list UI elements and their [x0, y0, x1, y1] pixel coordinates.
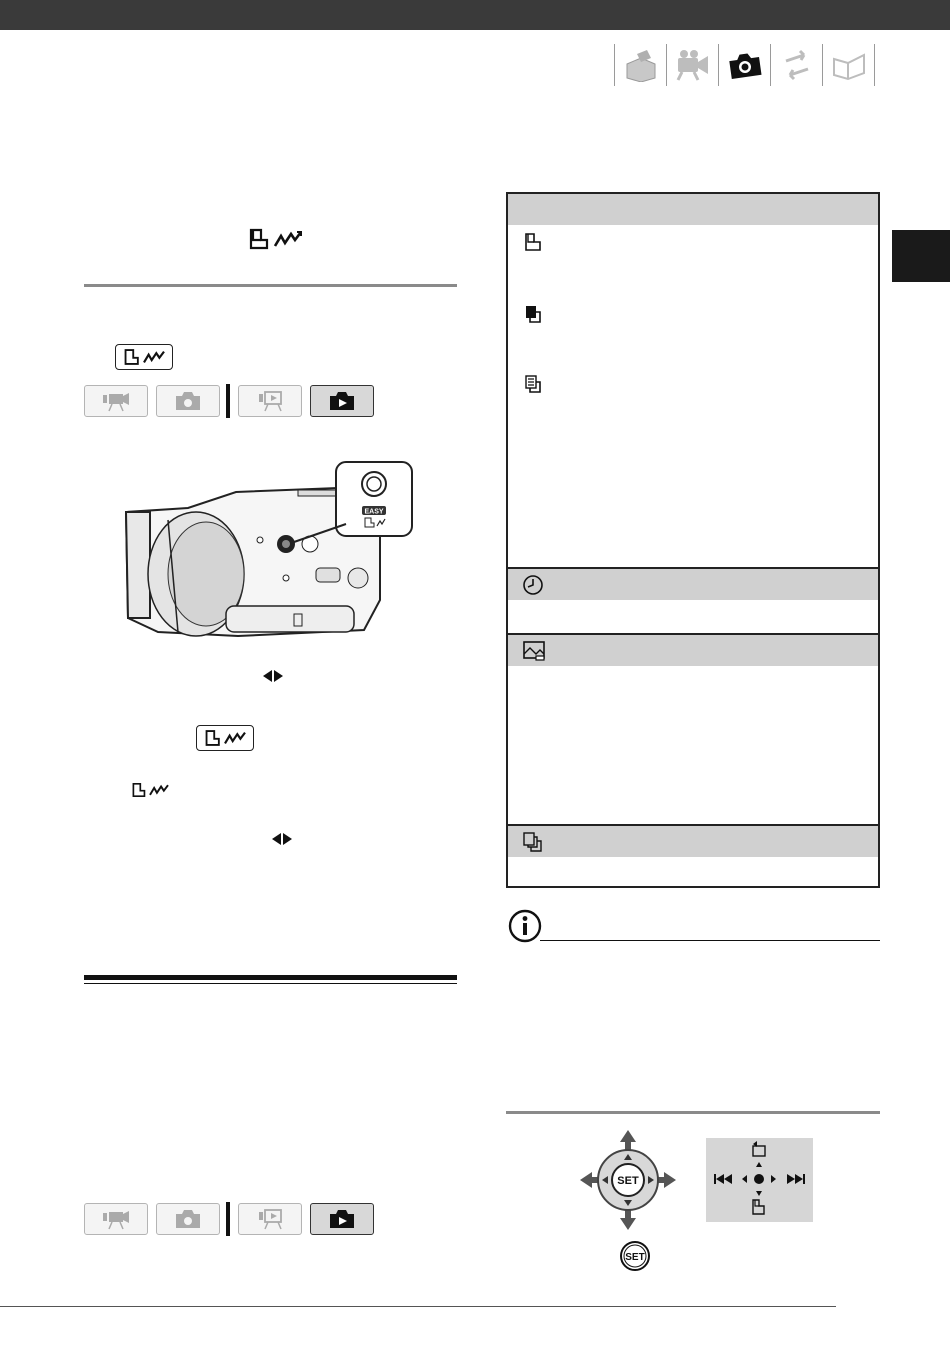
- chapter-tabs: [614, 44, 875, 86]
- section-rule: [84, 284, 457, 287]
- camcorder-illustration: [118, 460, 416, 640]
- section-heading-rule: [84, 975, 457, 980]
- note-rule: [540, 940, 880, 941]
- chapter-tab-video[interactable]: [666, 44, 718, 86]
- panel-band-copies: [508, 826, 878, 857]
- print-share-icon: [201, 728, 249, 748]
- print-options-panel: [506, 192, 880, 888]
- joystick-section-rule: [506, 1111, 880, 1114]
- multi-print-icon: [524, 374, 542, 394]
- left-right-arrows: [263, 669, 283, 687]
- left-right-arrows-2: [272, 832, 292, 850]
- mode-selector: [84, 384, 382, 418]
- rotate-icon: [753, 1141, 765, 1156]
- camera-kit-icon: [623, 48, 659, 82]
- camera-mode-icon: [173, 390, 203, 412]
- joystick-set-label: SET: [617, 1175, 639, 1187]
- movie-mode-icon: [99, 389, 133, 413]
- arrow-left-icon: [272, 833, 281, 845]
- camera-mode-icon: [173, 1208, 203, 1230]
- skip-forward-icon: [787, 1174, 805, 1184]
- arrow-right-icon: [274, 670, 283, 682]
- mode-separator: [226, 1202, 230, 1236]
- selected-print-icon: [524, 304, 542, 324]
- photo-playback-icon: [327, 390, 357, 412]
- panel-band-date: [508, 569, 878, 600]
- clock-icon: [522, 574, 544, 596]
- arrow-right-icon: [283, 833, 292, 845]
- movie-mode-icon: [99, 1207, 133, 1231]
- photo-playback-icon: [327, 1208, 357, 1230]
- movie-playback-icon: [253, 389, 287, 413]
- set-button-label: SET: [625, 1252, 645, 1263]
- mode-movie-playback: [238, 1203, 302, 1235]
- print-share-inline-icon: [130, 781, 170, 799]
- single-print-icon: [524, 232, 542, 252]
- mode-separator: [226, 384, 230, 418]
- skip-back-icon: [714, 1174, 732, 1184]
- book-icon: [830, 49, 868, 81]
- joystick-guide-icons: [706, 1138, 813, 1222]
- print-share-icon: [120, 347, 168, 367]
- photo-frame-icon: [522, 640, 546, 662]
- top-bar: [0, 0, 950, 30]
- panel-header-band: [508, 194, 878, 225]
- set-button-icon: [619, 1240, 651, 1272]
- camera-icon: [726, 49, 764, 81]
- mode-movie-playback: [238, 385, 302, 417]
- mode-photo-playback: [310, 385, 374, 417]
- mode-photo-playback: [310, 1203, 374, 1235]
- print-share-button[interactable]: [115, 344, 173, 370]
- print-icon: [753, 1200, 764, 1214]
- chapter-side-marker: [892, 230, 950, 282]
- footer-rule: [0, 1306, 836, 1307]
- panel-band-effects: [508, 635, 878, 666]
- stack-print-icon: [522, 831, 544, 853]
- mode-photo-record: [156, 1203, 220, 1235]
- mode-selector-2: [84, 1202, 382, 1236]
- chapter-tab-photo[interactable]: [718, 44, 770, 86]
- arrow-left-icon: [263, 670, 272, 682]
- joystick-diagram: [578, 1128, 678, 1232]
- movie-playback-icon: [253, 1207, 287, 1231]
- chapter-tab-intro[interactable]: [614, 44, 666, 86]
- info-icon: [507, 908, 543, 944]
- chapter-tab-info[interactable]: [822, 44, 875, 86]
- video-camera-icon: [674, 48, 712, 82]
- mode-movie-record: [84, 1203, 148, 1235]
- mode-movie-record: [84, 385, 148, 417]
- section-heading-rule-thin: [84, 983, 457, 984]
- print-share-icon: [249, 226, 305, 252]
- mode-photo-record: [156, 385, 220, 417]
- print-share-button-2[interactable]: [196, 725, 254, 751]
- joystick-guide-box: [706, 1138, 813, 1222]
- chapter-tab-external[interactable]: [770, 44, 822, 86]
- easy-label: EASY: [364, 508, 384, 516]
- transfer-arrows-icon: [780, 49, 814, 81]
